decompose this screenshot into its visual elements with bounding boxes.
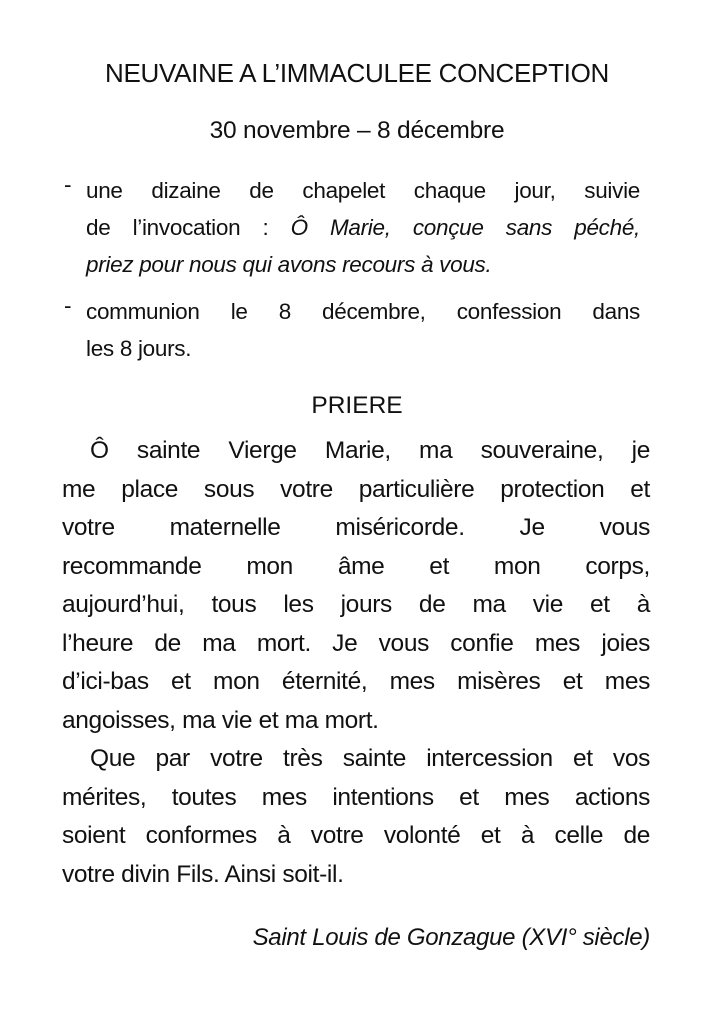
- instruction-text: une dizaine de chapelet chaque jour, suivie: [86, 178, 640, 203]
- instruction-line: [86, 172, 640, 209]
- list-dash: -: [64, 293, 72, 318]
- instruction-text: de l’invocation :: [86, 215, 291, 240]
- list-dash: -: [64, 172, 72, 197]
- instruction-text: communion le 8 décembre, confession dans: [86, 299, 640, 324]
- prayer-heading: PRIERE: [311, 392, 403, 419]
- prayer-line: recommande mon âme et mon corps,: [62, 552, 650, 580]
- prayer-line: l’heure de ma mort. Je vous confie mes joies: [62, 629, 650, 657]
- instruction-line: [86, 209, 640, 246]
- document-title: NEUVAINE A L’IMMACULEE CONCEPTION: [105, 58, 609, 88]
- instruction-line: [86, 330, 640, 367]
- invocation-text: Ô Marie, conçue sans péché,: [290, 215, 640, 240]
- prayer-line: Ô sainte Vierge Marie, ma souveraine, je: [90, 437, 650, 464]
- prayer-paragraph: [62, 740, 650, 894]
- prayer-line: soient conformes à votre volonté et à celle de: [62, 822, 650, 849]
- prayer-attribution: Saint Louis de Gonzague (XVI° siècle): [252, 924, 650, 951]
- instructions-list: [60, 172, 640, 377]
- prayer-line: votre maternelle miséricorde. Je vous: [62, 514, 650, 541]
- prayer-line: d’ici-bas et mon éternité, mes misères et mes: [62, 668, 650, 695]
- invocation-text: priez pour nous qui avons recours à vous.: [86, 252, 492, 277]
- prayer-line: aujourd’hui, tous les jours de ma vie et à: [62, 591, 650, 618]
- instruction-line: [86, 246, 640, 283]
- instruction-item: [60, 293, 640, 367]
- instruction-line: [86, 293, 640, 330]
- prayer-paragraph: [62, 432, 650, 740]
- instruction-text: les 8 jours.: [86, 336, 192, 361]
- prayer-line: angoisses, ma vie et ma mort.: [62, 706, 379, 734]
- prayer-body: [62, 432, 650, 894]
- prayer-line: Que par votre très sainte intercession et vos: [90, 745, 650, 772]
- prayer-line: me place sous votre particulière protection et: [62, 475, 650, 503]
- instruction-item: [60, 172, 640, 283]
- document-dates: 30 novembre – 8 décembre: [209, 117, 505, 144]
- prayer-line: mérites, toutes mes intentions et mes actions: [62, 783, 650, 811]
- prayer-line: votre divin Fils. Ainsi soit-il.: [62, 860, 344, 888]
